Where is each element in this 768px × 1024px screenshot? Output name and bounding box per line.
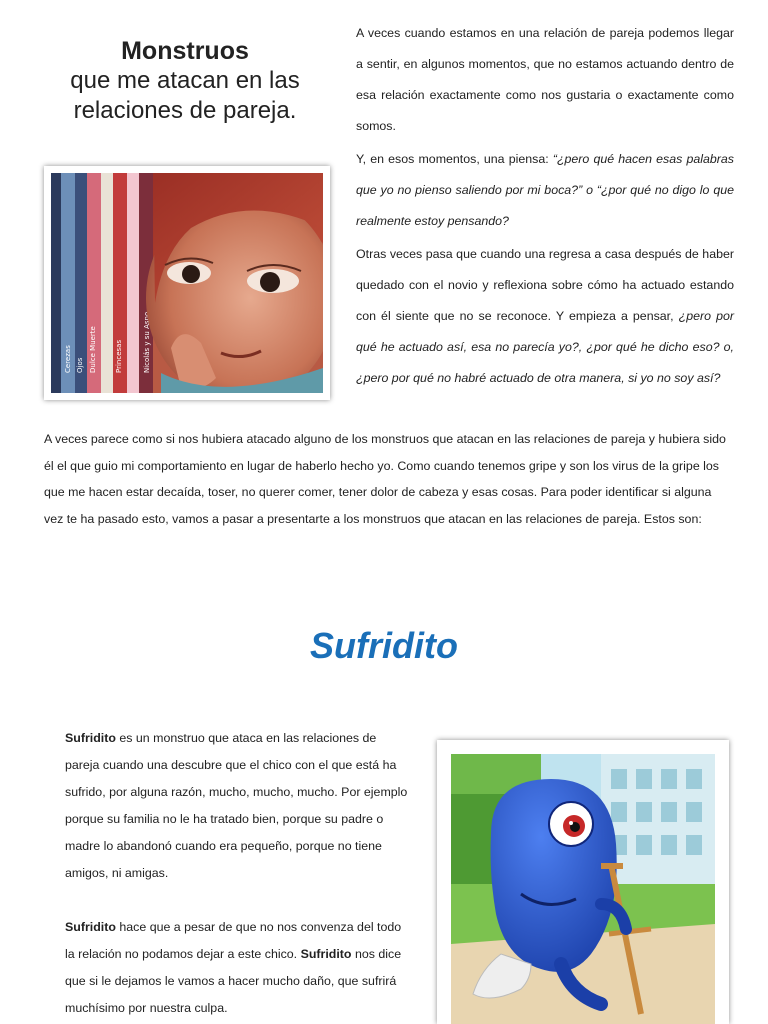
body-paragraph: A veces parece como si nos hubiera atacado alguno de los monstruos que atacan en las relaciones de pareja y hubiera sido él el que guio mi comportamiento en lugar de haberlo hecho yo. Como cuando tenemos gripe y son los virus de la gripe los que me hacen estar decaída, toser, no querer comer, tener dolor de cabeza y esas cosas. Para poder identificar si alguna vez te ha pasado esto, vamos a pasar a presentarte a los monstruos que atacan en las relaciones de pareja. Estos son: — [44, 432, 726, 526]
sufridito-p2-text2: nos dice que si le dejamos le vamos a hacer mucho daño, que sufrirá muchísimo por nuestra culpa. — [65, 947, 402, 1015]
book-spine-5: Ojos — [76, 357, 84, 373]
sufridito-paragraph-2 — [65, 914, 410, 1022]
title-block — [40, 36, 330, 126]
illustration-monster — [437, 740, 729, 1024]
intro-p3-start: Otras veces pasa que cuando una regresa a casa después de haber quedado con el novio y reflexiona sobre cómo ha actuado estando con él siente que no se reconoce. Y empieza a pensar, — [356, 247, 734, 323]
sufridito-p1-text: es un monstruo que ataca en las relaciones de pareja cuando una descubre que el chico con el que está ha sufrido, por alguna razón, mucho, mucho, mucho. Por ejemplo porque su familia no le ha tratado bien, porque su padre o madre lo abandonó cuando era pequeño, porque no tiene amigos, ni amigas. — [65, 731, 408, 880]
body-section — [44, 426, 734, 532]
sufridito-paragraph-1 — [65, 725, 410, 887]
intro-p3-quote: ¿pero por qué he actuado así, esa no parecía yo?, ¿por qué he dicho eso? o, ¿pero por qué no habré actuado de otra manera, si yo no soy así? — [356, 309, 734, 385]
sufridito-name: Sufridito — [65, 731, 116, 745]
girl-books-picture — [51, 173, 323, 393]
blue-monster-picture — [451, 754, 715, 1024]
sufridito-p2-text: hace que a pesar de que no nos convenza del todo la relación no podamos dejar a este chico. — [65, 920, 402, 961]
intro-paragraph-1: A veces cuando estamos en una relación de pareja podemos llegar a sentir, en algunos momentos, que no estamos actuando dentro de esa relación exactamente como nos gustaria o exactamente como somos. — [356, 26, 734, 133]
sufridito-name-3: Sufridito — [300, 947, 352, 961]
intro-p2-start: Y, en esos momentos, una piensa: — [356, 152, 553, 166]
intro-column — [356, 18, 734, 396]
intro-p2-quote: “¿pero qué hacen esas palabras que yo no pienso saliendo por mi boca?” o “¿por qué no digo lo que realmente estoy pensando? — [356, 152, 734, 228]
book-spine-1: Princesas — [115, 339, 123, 373]
page-subtitle-line2: relaciones de pareja. — [73, 97, 297, 124]
section-title: Sufridito — [310, 625, 458, 666]
page-title: Monstruos — [121, 37, 249, 65]
intro-paragraph-2 — [356, 144, 734, 237]
intro-paragraph-3 — [356, 239, 734, 394]
page-subtitle-line1: que me atacan en las — [70, 67, 300, 94]
sufridito-name-2: Sufridito — [65, 920, 116, 934]
illustration-girl-books — [44, 166, 330, 400]
book-spine-2: Dulce Muerte — [89, 326, 97, 373]
book-spine-3: Nicolás y su Asno — [143, 311, 151, 373]
book-spine-4: Cerezas — [64, 345, 72, 373]
sufridito-description — [65, 725, 410, 1022]
